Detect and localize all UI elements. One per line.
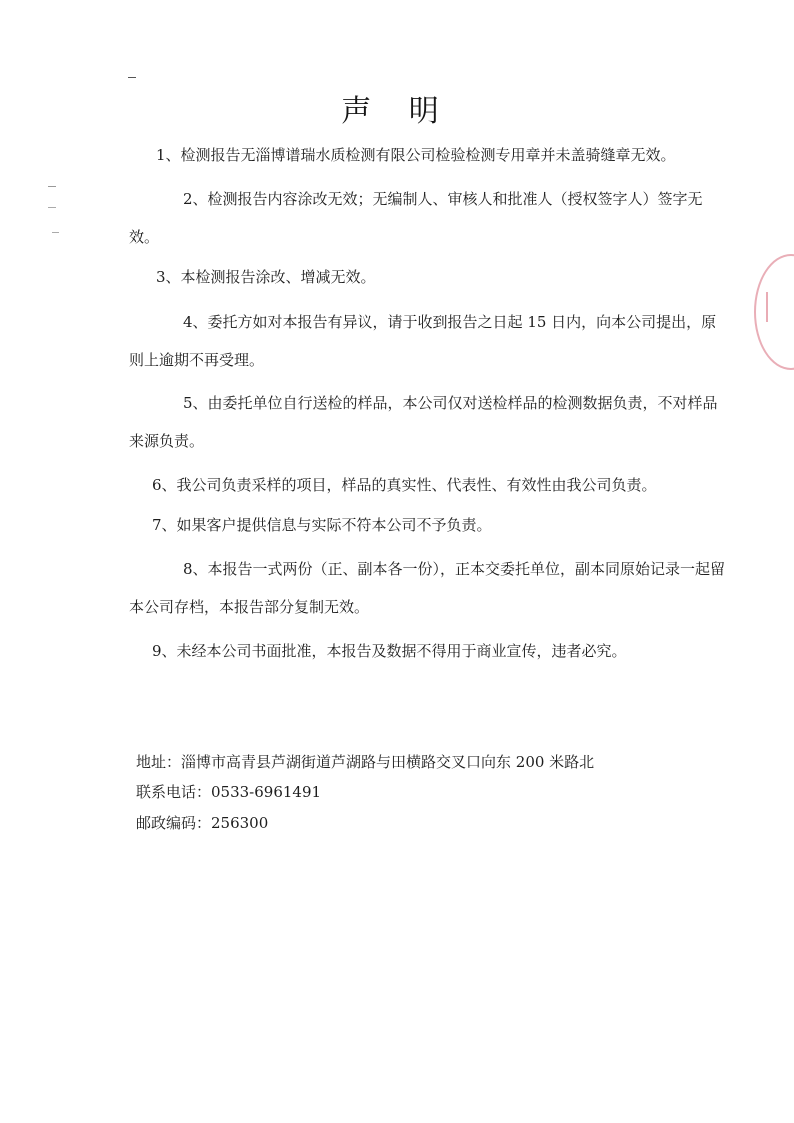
- scan-mark-left-2: [48, 207, 56, 208]
- scan-mark-left-3: [52, 232, 59, 233]
- seal-stamp-fragment: [754, 254, 794, 370]
- statement-item-6: [152, 466, 726, 504]
- item-text: 未经本公司书面批准，本报告及数据不得用于商业宣传，违者必究。: [176, 642, 627, 660]
- item-number: 2、: [183, 190, 208, 208]
- item-number: 9、: [152, 642, 177, 660]
- item-number: 3、: [156, 268, 181, 286]
- item-number: 5、: [183, 394, 208, 412]
- item-text: 由委托单位自行送检的样品，本公司仅对送检样品的检测数据负责，不对样品来源负责。: [129, 394, 718, 450]
- contact-address: 地址：淄博市高青县芦湖街道芦湖路与田横路交叉口向东 200 米路北: [136, 753, 595, 771]
- scan-mark-left-1: [48, 186, 56, 187]
- statement-item-9: [152, 632, 726, 670]
- statement-item-7: [152, 506, 726, 544]
- item-text: 检测报告内容涂改无效；无编制人、审核人和批准人（授权签字人）签字无效。: [129, 190, 703, 246]
- statement-item-8: [129, 550, 729, 626]
- item-text: 检测报告无淄博谱瑞水质检测有限公司检验检测专用章并未盖骑缝章无效。: [180, 146, 676, 164]
- item-number: 4、: [183, 313, 208, 331]
- page-title: 声 明: [341, 94, 453, 129]
- item-text: 本报告一式两份（正、副本各一份），正本交委托单位，副本同原始记录一起留本公司存档，本报告部分复制无效。: [129, 560, 726, 616]
- item-number: 1、: [156, 146, 181, 164]
- item-text: 委托方如对本报告有异议，请于收到报告之日起 15 日内，向本公司提出，原则上逾期不再受理。: [129, 313, 717, 369]
- item-text: 我公司负责采样的项目，样品的真实性、代表性、有效性由我公司负责。: [176, 476, 657, 494]
- item-number: 6、: [152, 476, 177, 494]
- statement-item-4: [129, 303, 729, 379]
- statement-item-5: [129, 384, 729, 460]
- scan-mark-top-left: [128, 77, 136, 78]
- item-text: 如果客户提供信息与实际不符本公司不予负责。: [176, 516, 492, 534]
- statement-item-3: [156, 258, 726, 296]
- statement-item-1: [156, 136, 726, 174]
- item-text: 本检测报告涂改、增减无效。: [180, 268, 376, 286]
- contact-postal-code: 邮政编码：256300: [136, 814, 269, 832]
- statement-item-2: [129, 180, 729, 256]
- item-number: 8、: [183, 560, 208, 578]
- item-number: 7、: [152, 516, 177, 534]
- seal-stamp-mark: [766, 292, 774, 322]
- contact-phone: 联系电话：0533-6961491: [136, 783, 322, 801]
